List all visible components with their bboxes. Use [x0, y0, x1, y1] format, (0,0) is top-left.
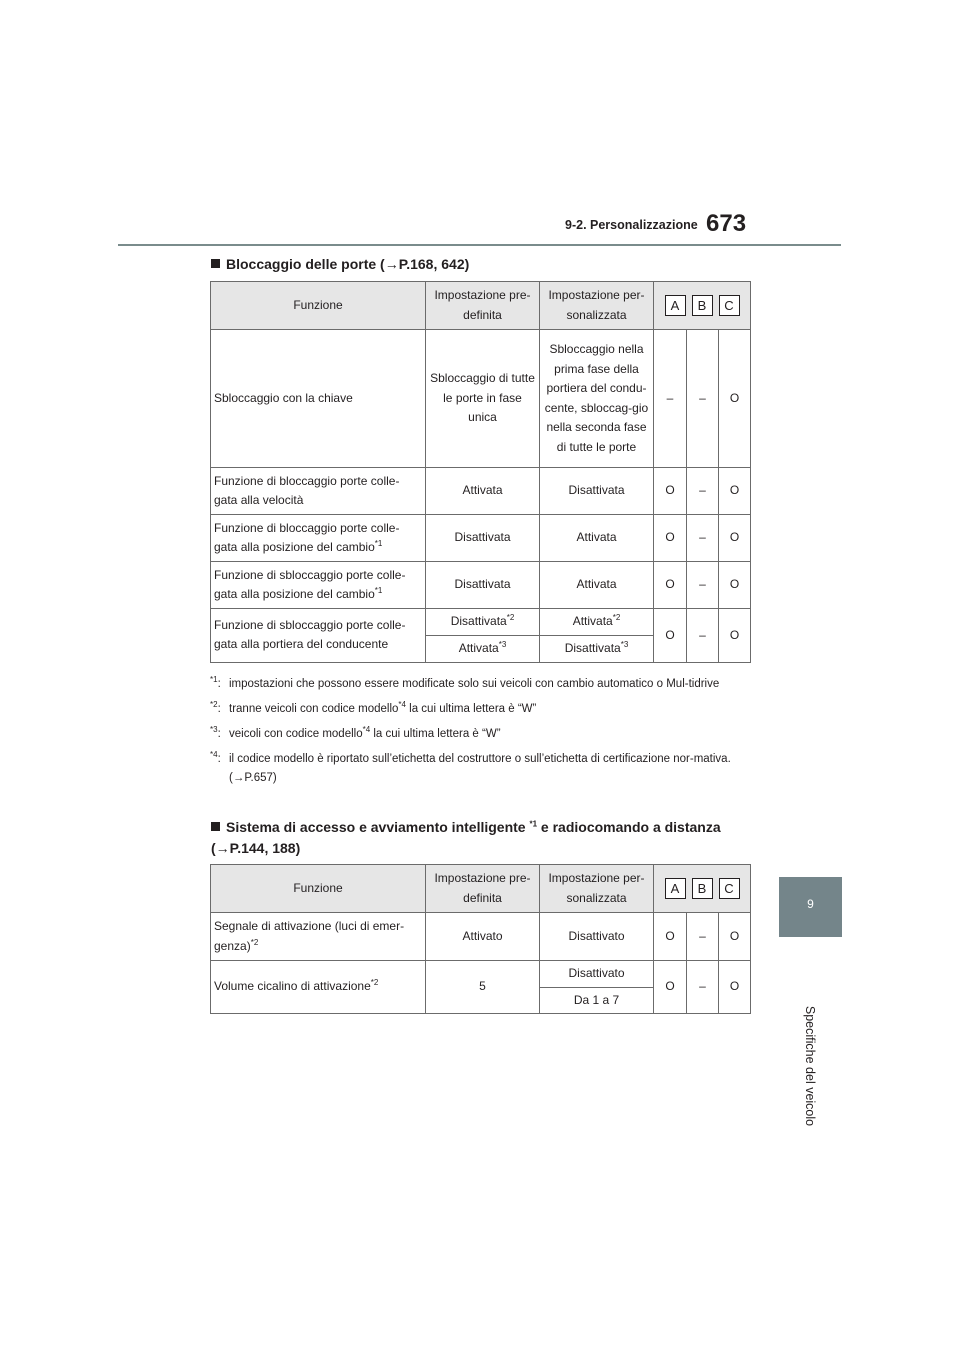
cell-funzione: Funzione di bloccaggio porte colle-gata alla velocità — [211, 468, 426, 515]
header-abc — [654, 282, 751, 330]
section2-title-line2: (→P.144, 188) — [211, 840, 301, 856]
chapter-label: Specifiche del veicolo — [803, 1005, 817, 1127]
box-b: B — [692, 878, 713, 899]
cell-predef: 5 — [426, 961, 540, 1014]
footnote-ref: *2 — [506, 613, 515, 622]
smart-entry-table — [210, 864, 751, 1014]
cell-a: O — [654, 913, 687, 961]
section1-title — [211, 254, 469, 275]
cell-a: O — [654, 515, 687, 562]
cell-predef-text: Attivata — [458, 640, 499, 655]
section-header: 9-2. Personalizzazione — [565, 218, 698, 232]
cell-funzione: Volume cicalino di attivazione$^{*2}$ — [211, 961, 426, 1014]
cell-b: – — [687, 609, 719, 663]
cell-person-text: Disattivata — [564, 640, 621, 655]
footnote-ref: *1 — [374, 586, 383, 595]
box-b: B — [692, 295, 713, 316]
cell-funzione — [211, 515, 426, 562]
footnote-ref: *1 — [374, 539, 383, 548]
footnote-key: $^{*4}$: — [210, 750, 221, 765]
cell-c: O — [719, 515, 751, 562]
table-header-row — [211, 865, 751, 913]
cell-c: O — [719, 562, 751, 609]
box-a: A — [665, 878, 686, 899]
table-row — [211, 562, 751, 609]
cell-funzione-text: Funzione di bloccaggio porte colle-gata alla posizione del cambio — [214, 520, 400, 554]
table-row — [211, 515, 751, 562]
footnote-text: impostazioni che possono essere modificate solo sui veicoli con cambio automatico o Mul-tidrive — [229, 678, 720, 690]
header-predefinita: Impostazione pre-definita — [426, 865, 540, 913]
footnote-text: veicoli con codice modello$^{*4}$ la cui ultima lettera è “W” — [229, 725, 501, 740]
footnote-ref: *3 — [498, 639, 507, 649]
bullet-square-icon — [211, 259, 220, 268]
section1-title-text: Bloccaggio delle porte (→P.168, 642) — [226, 256, 470, 272]
cell-b: – — [687, 468, 719, 515]
cell-funzione-text: Funzione di sbloccaggio porte colle-gata alla posizione del cambio — [214, 567, 406, 601]
cell-predef — [426, 609, 540, 636]
cell-person: Attivata — [540, 515, 654, 562]
cell-predef: Attivato — [426, 913, 540, 961]
cell-predef: Sbloccaggio di tutte le porte in fase unica — [426, 330, 540, 468]
header-funzione: Funzione — [211, 282, 426, 330]
footnote-ref: *2 — [612, 613, 621, 622]
footnote — [210, 725, 750, 744]
cell-a: O — [654, 562, 687, 609]
cell-a: O — [654, 961, 687, 1014]
header-funzione: Funzione — [211, 865, 426, 913]
table-row — [211, 913, 751, 961]
cell-funzione: Sbloccaggio con la chiave — [211, 330, 426, 468]
cell-predef: Disattivata — [426, 515, 540, 562]
cell-predef — [426, 635, 540, 662]
page-number: 673 — [706, 210, 747, 237]
cell-person: Attivata — [540, 562, 654, 609]
chapter-number: 9 — [807, 897, 814, 911]
cell-a: O — [654, 609, 687, 663]
footnote-key: $^{*1}$: — [210, 675, 221, 690]
cell-person — [540, 635, 654, 662]
cell-person: Disattivata — [540, 468, 654, 515]
footnote-ref: *2 — [250, 937, 259, 947]
cell-b: – — [687, 913, 719, 961]
cell-c: O — [719, 961, 751, 1014]
cell-funzione: Funzione di sbloccaggio porte colle-gata alla portiera del conducente — [211, 609, 426, 663]
table-row — [211, 468, 751, 515]
header-personalizzata: Impostazione per-sonalizzata — [540, 865, 654, 913]
cell-c: O — [719, 913, 751, 961]
cell-predef: Disattivata — [426, 562, 540, 609]
cell-person-text: Attivata — [572, 614, 613, 628]
cell-predef-text: Disattivata — [450, 614, 507, 628]
cell-person: Disattivato — [540, 913, 654, 961]
cell-b: – — [687, 515, 719, 562]
bullet-square-icon — [211, 822, 220, 831]
header-abc — [654, 865, 751, 913]
cell-b: – — [687, 330, 719, 468]
cell-c: O — [719, 609, 751, 663]
table-header-row — [211, 282, 751, 330]
footnote-ref: *2 — [370, 978, 379, 988]
table-row — [211, 609, 751, 636]
footnote-key: $^{*3}$: — [210, 725, 221, 740]
header-rule — [118, 244, 841, 246]
footnote-text: il codice modello è riportato sull’etichetta del costruttore o sull’etichetta di certificazione nor-mativa. (→P.657) — [229, 753, 731, 784]
cell-c: O — [719, 468, 751, 515]
door-lock-table — [210, 281, 751, 663]
cell-person — [540, 609, 654, 636]
header-personalizzata: Impostazione per-sonalizzata — [540, 282, 654, 330]
footnote — [210, 675, 750, 694]
cell-funzione: Segnale di attivazione (luci di emer-genza)$^{*2}$ — [211, 913, 426, 961]
box-c: C — [719, 878, 740, 899]
box-c: C — [719, 295, 740, 316]
cell-person: Sbloccaggio nella prima fase della portiera del condu-cente, sbloccag-gio nella seconda fase di tutte le porte — [540, 330, 654, 468]
cell-c: O — [719, 330, 751, 468]
footnote — [210, 700, 750, 719]
box-a: A — [665, 295, 686, 316]
footnote — [210, 750, 750, 788]
footnote-key: $^{*2}$: — [210, 700, 221, 715]
cell-person: Disattivato — [540, 961, 654, 988]
footnote-text: tranne veicoli con codice modello$^{*4}$ la cui ultima lettera è “W” — [229, 700, 537, 715]
cell-person: Da 1 a 7 — [540, 987, 654, 1014]
cell-b: – — [687, 562, 719, 609]
cell-predef: Attivata — [426, 468, 540, 515]
cell-b: – — [687, 961, 719, 1014]
footnote-ref: *3 — [620, 639, 629, 649]
section2-title: Sistema di accesso e avviamento intelligente $^{*1}$ e radiocomando a distanza (→P.144, 188) — [211, 819, 721, 856]
table-row — [211, 330, 751, 468]
table-row — [211, 961, 751, 988]
cell-a: – — [654, 330, 687, 468]
cell-funzione — [211, 562, 426, 609]
cell-a: O — [654, 468, 687, 515]
footnotes — [210, 675, 750, 794]
header-predefinita: Impostazione pre-definita — [426, 282, 540, 330]
